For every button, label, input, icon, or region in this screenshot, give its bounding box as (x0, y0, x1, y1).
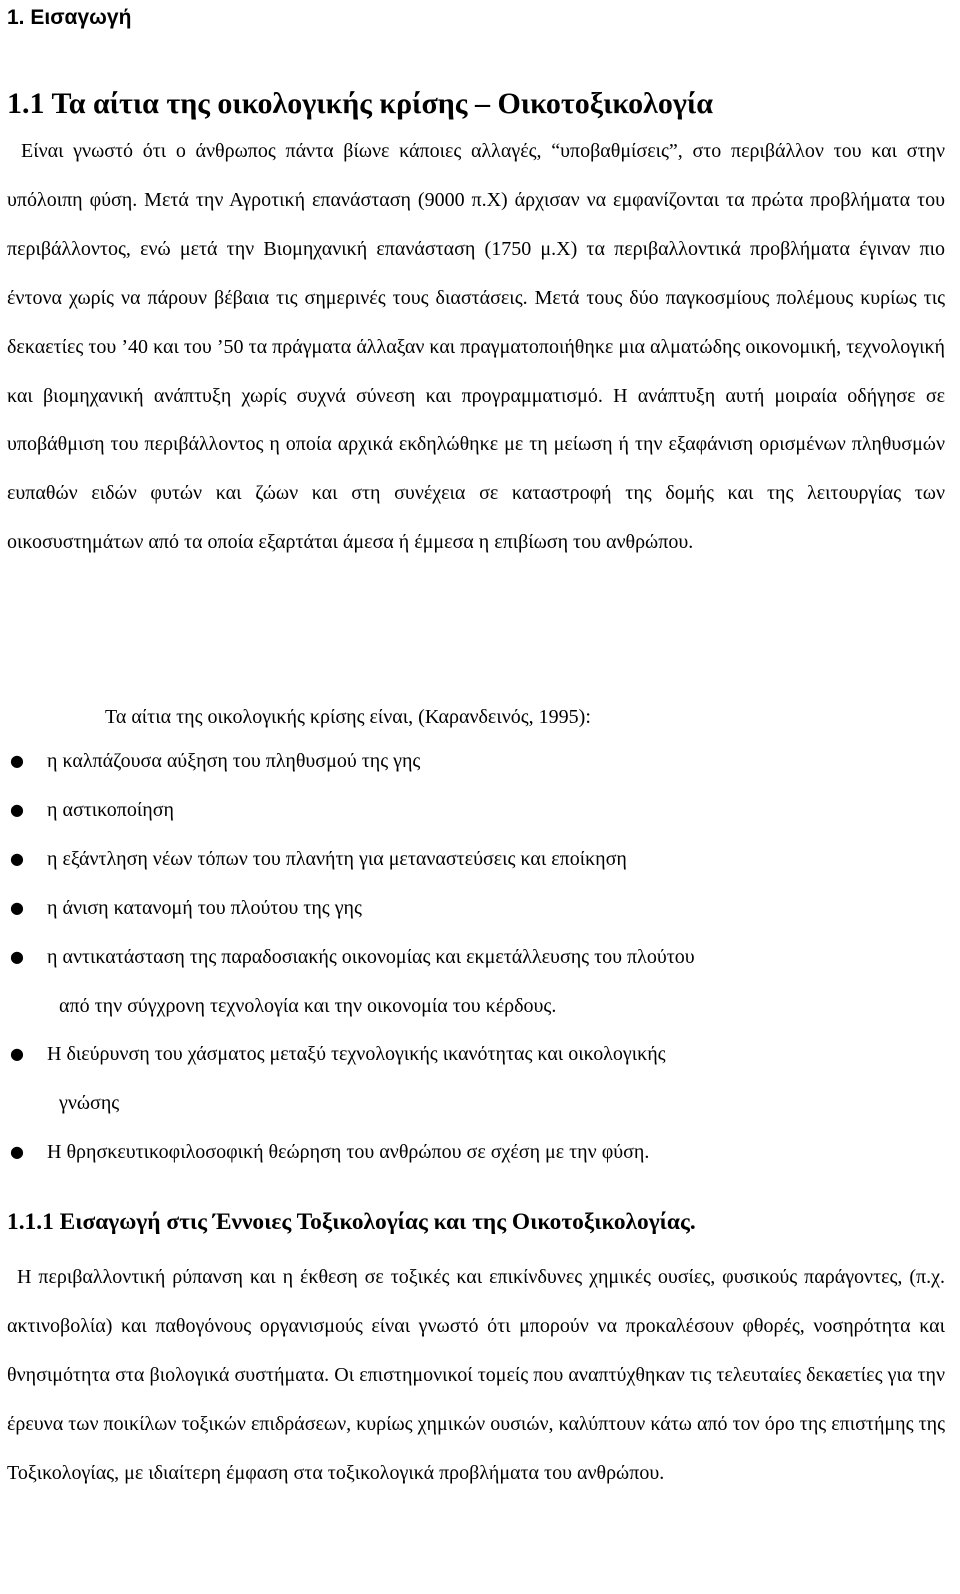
intro-paragraph: Είναι γνωστό ότι ο άνθρωπος πάντα βίωνε κάποιες αλλαγές, “υποβαθμίσεις”, στο περιβάλλον του και στην υπόλοιπη φύση. Μετά την Αγροτική επανάσταση (9000 π.Χ) άρχισαν να εμφανίζονται τα πρώτα προβλήματα του περιβάλλοντος, ενώ μετά την Βιομηχανική επανάσταση (1750 μ.Χ) τα περιβαλλοντικά προβλήματα έγιναν πιο έντονα χωρίς να πάρουν βέβαια τις σημερινές τους διαστάσεις. Μετά τους δύο παγκοσμίους πολέμους κυρίως τις δεκαετίες του ’40 και του ’50 τα πράγματα άλλαξαν και πραγματοποιήθηκε μια αλματώδης οικονομική, τεχνολογική και βιομηχανική ανάπτυξη χωρίς συχνά σύνεση και προγραμματισμό. Η ανάπτυξη αυτή μοιραία οδήγησε σε υποβάθμιση του περιβάλλοντος η οποία αρχικά εκδηλώθηκε με τη μείωση ή την εξαφάνιση ορισμένων πληθυσμών ευπαθών ειδών φυτών και ζώων και στη συνέχεια σε καταστροφή της δομής και της λειτουργίας των οικοσυστημάτων από τα οποία εξαρτάται άμεσα ή έμμεσα η επιβίωση του ανθρώπου. (7, 140, 945, 554)
bullet-icon: ● (10, 1044, 24, 1064)
list-item-text: Η διεύρυνση του χάσματος μεταξύ τεχνολογικής ικανότητας και οικολογικής (47, 1043, 666, 1066)
causes-list (7, 737, 945, 1177)
list-item-text: η αστικοποίηση (47, 798, 174, 821)
bullet-icon: ● (10, 799, 24, 819)
list-item-continuation: από την σύγχρονη τεχνολογία και την οικονομία του κέρδους. (59, 994, 557, 1017)
list-item (7, 933, 945, 1031)
list-item (7, 737, 945, 786)
bullet-icon: ● (10, 751, 24, 770)
causes-intro-line: Τα αίτια της οικολογικής κρίσης είναι, (Καρανδεινός, 1995): (105, 706, 591, 728)
list-item (7, 1030, 945, 1128)
bullet-icon: ● (10, 848, 24, 868)
list-item (7, 835, 945, 884)
bullet-icon: ● (10, 946, 24, 966)
section-heading-1-1: 1.1 Τα αίτια της οικολογικής κρίσης – Οικοτοξικολογία (7, 87, 713, 120)
list-item-text: η εξάντληση νέων τόπων του πλανήτη για μεταναστεύσεις και εποίκηση (47, 847, 627, 870)
list-item-text: η άνιση κατανομή του πλούτου της γης (47, 896, 362, 919)
bullet-icon: ● (10, 1142, 24, 1162)
bullet-icon: ● (10, 897, 24, 917)
list-item-continuation: γνώσης (59, 1092, 120, 1115)
list-item-text: η αντικατάσταση της παραδοσιακής οικονομίας και εκμετάλλευσης του πλούτου (47, 945, 695, 968)
list-item (7, 1128, 945, 1177)
toxicology-paragraph: Η περιβαλλοντική ρύπανση και η έκθεση σε τοξικές και επικίνδυνες χημικές ουσίες, φυσικούς παράγοντες, (π.χ. ακτινοβολία) και παθογόνους οργανισμούς είναι γνωστό ότι μπορούν να προκαλέσουν φθορές, νοσηρότητα και θνησιμότητα στα βιολογικά συστήματα. Οι επιστημονικοί τομείς που αναπτύχθηκαν τις τελευταίες δεκαετίες για την έρευνα των ποικίλων τοξικών επιδράσεων, κυρίως χημικών ουσιών, καλύπτουν κάτω από τον όρο της επιστήμης της Τοξικολογίας, με ιδιαίτερη έμφαση στα τοξικολογικά προβλήματα του ανθρώπου. (7, 1266, 945, 1484)
list-item-text: η καλπάζουσα αύξηση του πληθυσμού της γης (47, 750, 421, 772)
chapter-heading: 1. Εισαγωγή (7, 6, 132, 29)
section-heading-1-1-1: 1.1.1 Εισαγωγή στις Έννοιες Τοξικολογίας και της Οικοτοξικολογίας. (7, 1209, 696, 1235)
list-item (7, 786, 945, 835)
list-item (7, 884, 945, 933)
list-item-text: Η θρησκευτικοφιλοσοφική θεώρηση του ανθρώπου σε σχέση με την φύση. (47, 1141, 650, 1164)
